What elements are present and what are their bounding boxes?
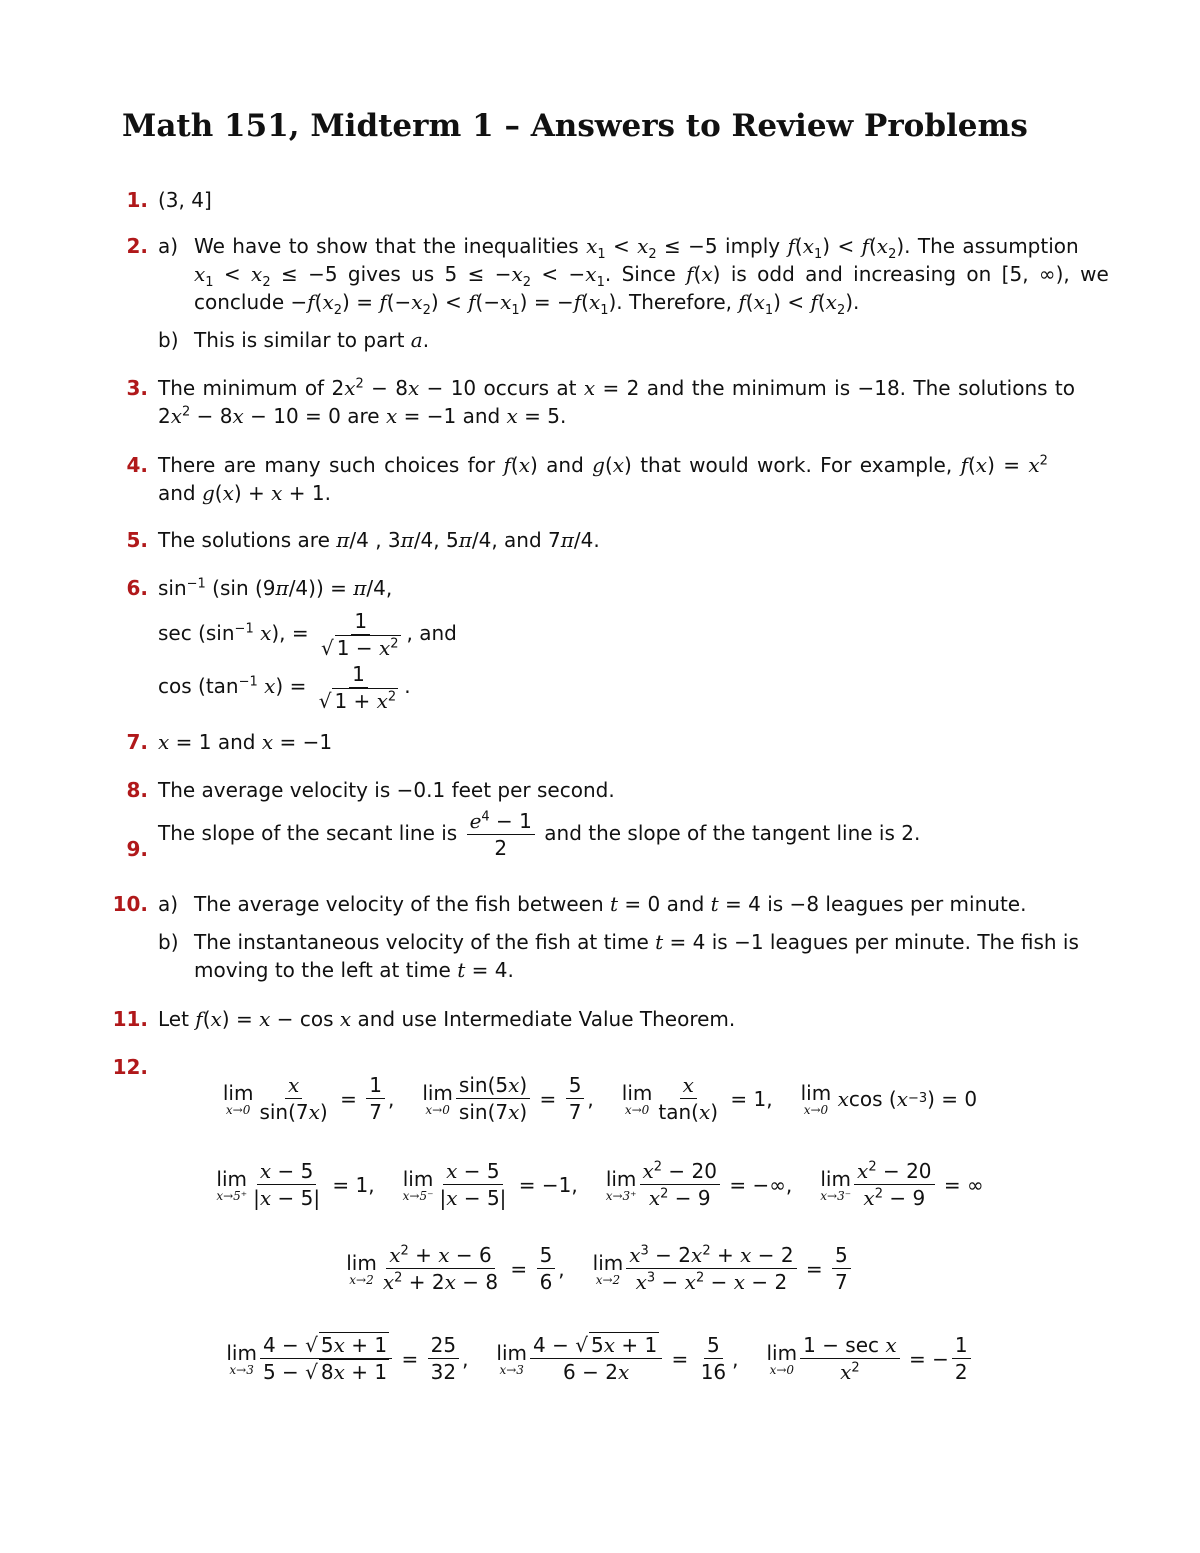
limit-expression: lim x→3 $\frac{4 - √ 5x + 1}{5 - √ 8x + 1}$ = $\frac{25}{32}$ , bbox=[226, 1333, 469, 1384]
limit-expression: lim x→0 $\frac{\sin(5x)}{\sin(7x)}$ = $\frac{5}{7}$ , bbox=[422, 1073, 594, 1124]
problem-number-11: 11. bbox=[112, 1007, 148, 1031]
limits-row-4 bbox=[0, 1332, 1200, 1385]
part-label-10a: a) bbox=[158, 892, 179, 916]
problem-number-7: 7. bbox=[126, 730, 148, 754]
problem-number-1: 1. bbox=[126, 188, 148, 212]
limit-expression: lim x→0 $\frac{x}{\tan(x)}$ = 1, bbox=[621, 1073, 773, 1124]
problem-number-4: 4. bbox=[126, 453, 148, 477]
problem-number-12: 12. bbox=[112, 1055, 148, 1079]
page-title: Math 151, Midterm 1 – Answers to Review Problems bbox=[122, 108, 1028, 144]
limits-row-1 bbox=[0, 1072, 1200, 1125]
part-label-10b: b) bbox=[158, 930, 179, 954]
limit-expression: lim x→2 $\frac{x^2 + x - 6}{x^2 + 2x - 8}$ = $\frac{5}{6}$ , bbox=[346, 1243, 565, 1294]
problem-number-6: 6. bbox=[126, 576, 148, 600]
limit-expression: lim x→0 $\frac{\text{1 − sec x}}{x^2}$ = − $\frac{1}{2}$ bbox=[767, 1332, 974, 1385]
limit-expression: lim x→3 $\frac{4 - √ 5x + 1}{6 - 2x}$ = $\frac{5}{16}$ , bbox=[496, 1333, 739, 1384]
limits-row-3 bbox=[0, 1242, 1200, 1295]
answer-8: The average velocity is −0.1 feet per second. bbox=[158, 778, 615, 802]
answer-5: The solutions are π/4 , 3π/4, 5π/4, and 7π/4. bbox=[158, 528, 600, 552]
answer-2a: We have to show that the inequalities $x_1 < x_2 \le -5$ imply $f(x_1) < f(x_2)$. The assumption $x_1 < x_2 \le -5$ gives us $5 \le -x_2 < -x_1$. Since f(x) is odd and increasing on [5, ∞), we conclude $-f(x_2) = f(-x_2) < f(-x_1) = -f(x_1)$. Therefore, $f(x_1) < f(x_2)$. bbox=[194, 234, 1109, 318]
problem-number-5: 5. bbox=[126, 528, 148, 552]
problem-number-3: 3. bbox=[126, 376, 148, 400]
problem-number-2: 2. bbox=[126, 234, 148, 258]
problem-number-9: 9. bbox=[126, 837, 148, 861]
part-label-2a: a) bbox=[158, 234, 179, 258]
limit-expression: lim x→0 x cos ( x −3 ) = 0 bbox=[800, 1080, 978, 1117]
part-label-2b: b) bbox=[158, 328, 179, 352]
limit-expression: lim x→0 $\frac{x}{\sin(7x)}$ = $\frac{1}{7}$ , bbox=[222, 1073, 395, 1124]
answer-10a: The average velocity of the fish between t = 0 and t = 4 is −8 leagues per minute. bbox=[194, 892, 1027, 916]
answer-11: Let f(x) = x − cos x and use Intermediate Value Theorem. bbox=[158, 1007, 736, 1031]
answer-4: There are many such choices for f(x) and g(x) that would work. For example, $f(x) = x^2$ and g(x) + x + 1. bbox=[158, 453, 1048, 505]
answer-7: x = 1 and x = −1 bbox=[158, 730, 333, 754]
answer-6: $\sin^{-1} (\sin$ (9π/4)) = π/4, $\sec (\sin^{-1}$ x), = $\frac{1}{√ 1 - x^2}$ , and $\cos (\tan^{-1}$ x) = $\frac{1}{√ 1 + x^2}$ . bbox=[158, 576, 457, 713]
limit-expression: lim x→3⁻ $\frac{x^2 - 20}{x^2 - 9}$ = ∞ bbox=[820, 1159, 984, 1210]
answer-10b: The instantaneous velocity of the fish at time t = 4 is −1 leagues per minute. The fish is moving to the left at time t = 4. bbox=[194, 930, 1079, 982]
answer-9: The slope of the secant line is $\frac{e^4 - 1}{2}$ and the slope of the tangent line is 2. bbox=[158, 809, 921, 860]
answer-3: The minimum of $2x^2 - 8x - 10$ occurs at x = 2 and the minimum is −18. The solutions to $2x^2 - 8x - 10 = 0$ are x = −1 and x = 5. bbox=[158, 376, 1076, 428]
problem-number-10: 10. bbox=[112, 892, 148, 916]
limit-expression: lim x→5⁺ $\frac{x - 5}{|x - 5|}$ = 1, bbox=[216, 1159, 375, 1210]
answer-2b: This is similar to part a. bbox=[194, 328, 430, 352]
limits-row-2 bbox=[0, 1158, 1200, 1211]
limit-expression: lim x→3⁺ $\frac{x^2 - 20}{x^2 - 9}$ = −∞, bbox=[605, 1159, 793, 1210]
limit-expression: lim x→2 $\frac{x^3 - 2x^2 + x - 2}{x^3 - x^2 - x - 2}$ = $\frac{5}{7}$ bbox=[593, 1242, 854, 1295]
problem-number-8: 8. bbox=[126, 778, 148, 802]
limit-expression: lim x→5⁻ $\frac{x - 5}{|x - 5|}$ = −1, bbox=[402, 1159, 578, 1210]
answer-1: (3, 4] bbox=[158, 188, 212, 212]
